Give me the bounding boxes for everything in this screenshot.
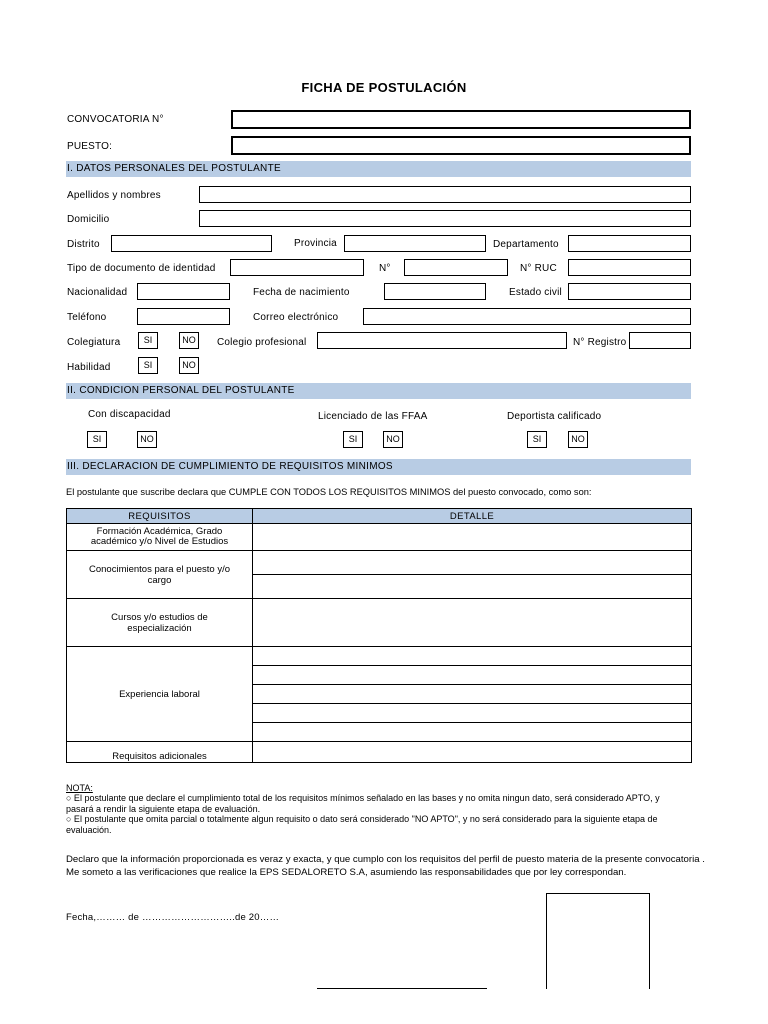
fingerprint-box[interactable]: [546, 893, 650, 989]
nacionalidad-label: Nacionalidad: [67, 287, 128, 298]
correo-field[interactable]: [363, 308, 691, 325]
departamento-field[interactable]: [568, 235, 691, 252]
ffaa-no-checkbox[interactable]: NO: [383, 431, 403, 448]
ruc-field[interactable]: [568, 259, 691, 276]
colegio-label: Colegio profesional: [217, 337, 307, 348]
discapacidad-si-checkbox[interactable]: SI: [87, 431, 107, 448]
registro-label: N° Registro: [573, 337, 627, 348]
colegiatura-si-checkbox[interactable]: SI: [138, 332, 158, 349]
deportista-label: Deportista calificado: [507, 411, 602, 422]
page-title: FICHA DE POSTULACIÓN: [301, 80, 467, 95]
signature-line: [317, 988, 487, 989]
cursos-label: Cursos y/o estudios de especialización: [67, 599, 253, 647]
section-requirements-heading: III. DECLARACION DE CUMPLIMIENTO DE REQUISITOS MINIMOS: [66, 459, 691, 475]
distrito-label: Distrito: [67, 239, 100, 250]
fecha-nacimiento-label: Fecha de nacimiento: [253, 287, 350, 298]
fecha-nacimiento-field[interactable]: [384, 283, 486, 300]
conocimientos-label: Conocimientos para el puesto y/o cargo: [67, 551, 253, 599]
discapacidad-no-checkbox[interactable]: NO: [137, 431, 157, 448]
detalle-column-header: DETALLE: [253, 509, 692, 524]
ruc-label: N° RUC: [520, 263, 557, 274]
experiencia-detail-cell-2[interactable]: [253, 666, 692, 685]
nota-item-apto: ○ El postulante que declare el cumplimiento total de los requisitos mínimos señalado en las bases y no omita ningun dato, será considerado APTO, y pasará a rendir la siguiente etapa de evaluación.: [66, 793, 660, 814]
requirements-table: [66, 508, 692, 763]
colegiatura-no-checkbox[interactable]: NO: [179, 332, 199, 349]
conocimientos-detail-cell-2[interactable]: [253, 575, 692, 599]
departamento-label: Departamento: [493, 239, 559, 250]
telefono-label: Teléfono: [67, 312, 107, 323]
distrito-field[interactable]: [111, 235, 272, 252]
provincia-label: Provincia: [294, 238, 337, 249]
nacionalidad-field[interactable]: [137, 283, 230, 300]
telefono-field[interactable]: [137, 308, 230, 325]
apellidos-field[interactable]: [199, 186, 691, 203]
provincia-field[interactable]: [344, 235, 486, 252]
experiencia-detail-cell-1[interactable]: [253, 647, 692, 666]
tipo-documento-field[interactable]: [230, 259, 364, 276]
convocatoria-label: CONVOCATORIA N°: [67, 114, 164, 125]
experiencia-detail-cell-5[interactable]: [253, 723, 692, 742]
colegio-field[interactable]: [317, 332, 567, 349]
numero-documento-label: N°: [379, 263, 391, 274]
correo-label: Correo electrónico: [253, 312, 339, 323]
domicilio-field[interactable]: [199, 210, 691, 227]
apellidos-label: Apellidos y nombres: [67, 190, 161, 201]
estado-civil-field[interactable]: [568, 283, 691, 300]
habilidad-label: Habilidad: [67, 362, 111, 373]
experiencia-detail-cell-4[interactable]: [253, 704, 692, 723]
nota-title: NOTA:: [66, 783, 93, 793]
section-personal-condition-heading: II. CONDICION PERSONAL DEL POSTULANTE: [66, 383, 691, 399]
estado-civil-label: Estado civil: [509, 287, 562, 298]
discapacidad-label: Con discapacidad: [88, 409, 171, 420]
adicionales-detail-cell[interactable]: [253, 742, 692, 763]
requirements-intro: El postulante que suscribe declara que CUMPLE CON TODOS LOS REQUISITOS MINIMOS del puesto convocado, como son:: [66, 487, 592, 497]
registro-field[interactable]: [629, 332, 691, 349]
habilidad-no-checkbox[interactable]: NO: [179, 357, 199, 374]
cursos-detail-cell[interactable]: [253, 599, 692, 647]
ffaa-label: Licenciado de las FFAA: [318, 411, 428, 422]
section-personal-data-heading: I. DATOS PERSONALES DEL POSTULANTE: [66, 161, 691, 177]
formacion-label: Formación Académica, Grado académico y/o Nivel de Estudios: [67, 524, 253, 551]
experiencia-label: Experiencia laboral: [67, 647, 253, 742]
declaration-line-2: Me someto a las verificaciones que realice la EPS SEDALORETO S.A, asumiendo las responsabilidades que por ley correspondan.: [66, 867, 627, 878]
experiencia-detail-cell-3[interactable]: [253, 685, 692, 704]
conocimientos-detail-cell-1[interactable]: [253, 551, 692, 575]
adicionales-label: Requisitos adicionales: [67, 742, 253, 763]
deportista-no-checkbox[interactable]: NO: [568, 431, 588, 448]
convocatoria-field[interactable]: [231, 110, 691, 129]
requisitos-column-header: REQUISITOS: [67, 509, 253, 524]
tipo-documento-label: Tipo de documento de identidad: [67, 263, 216, 274]
nota-block: [66, 783, 686, 835]
fecha-line: Fecha,……… de ………………………..de 20……: [66, 912, 280, 923]
formacion-detail-cell[interactable]: [253, 524, 692, 551]
declaration-line-1: Declaro que la información proporcionada es veraz y exacta, y que cumplo con los requisitos del perfil de puesto materia de la presente convocatoria .: [66, 854, 705, 865]
colegiatura-label: Colegiatura: [67, 337, 121, 348]
ffaa-si-checkbox[interactable]: SI: [343, 431, 363, 448]
declaration-block: [66, 853, 706, 879]
domicilio-label: Domicilio: [67, 214, 110, 225]
nota-item-no-apto: ○ El postulante que omita parcial o totalmente algun requisito o dato será considerado "NO APTO", y no será considerado para la siguiente etapa de evaluación.: [66, 814, 658, 835]
puesto-label: PUESTO:: [67, 141, 113, 152]
numero-documento-field[interactable]: [404, 259, 508, 276]
deportista-si-checkbox[interactable]: SI: [527, 431, 547, 448]
habilidad-si-checkbox[interactable]: SI: [138, 357, 158, 374]
puesto-field[interactable]: [231, 136, 691, 155]
